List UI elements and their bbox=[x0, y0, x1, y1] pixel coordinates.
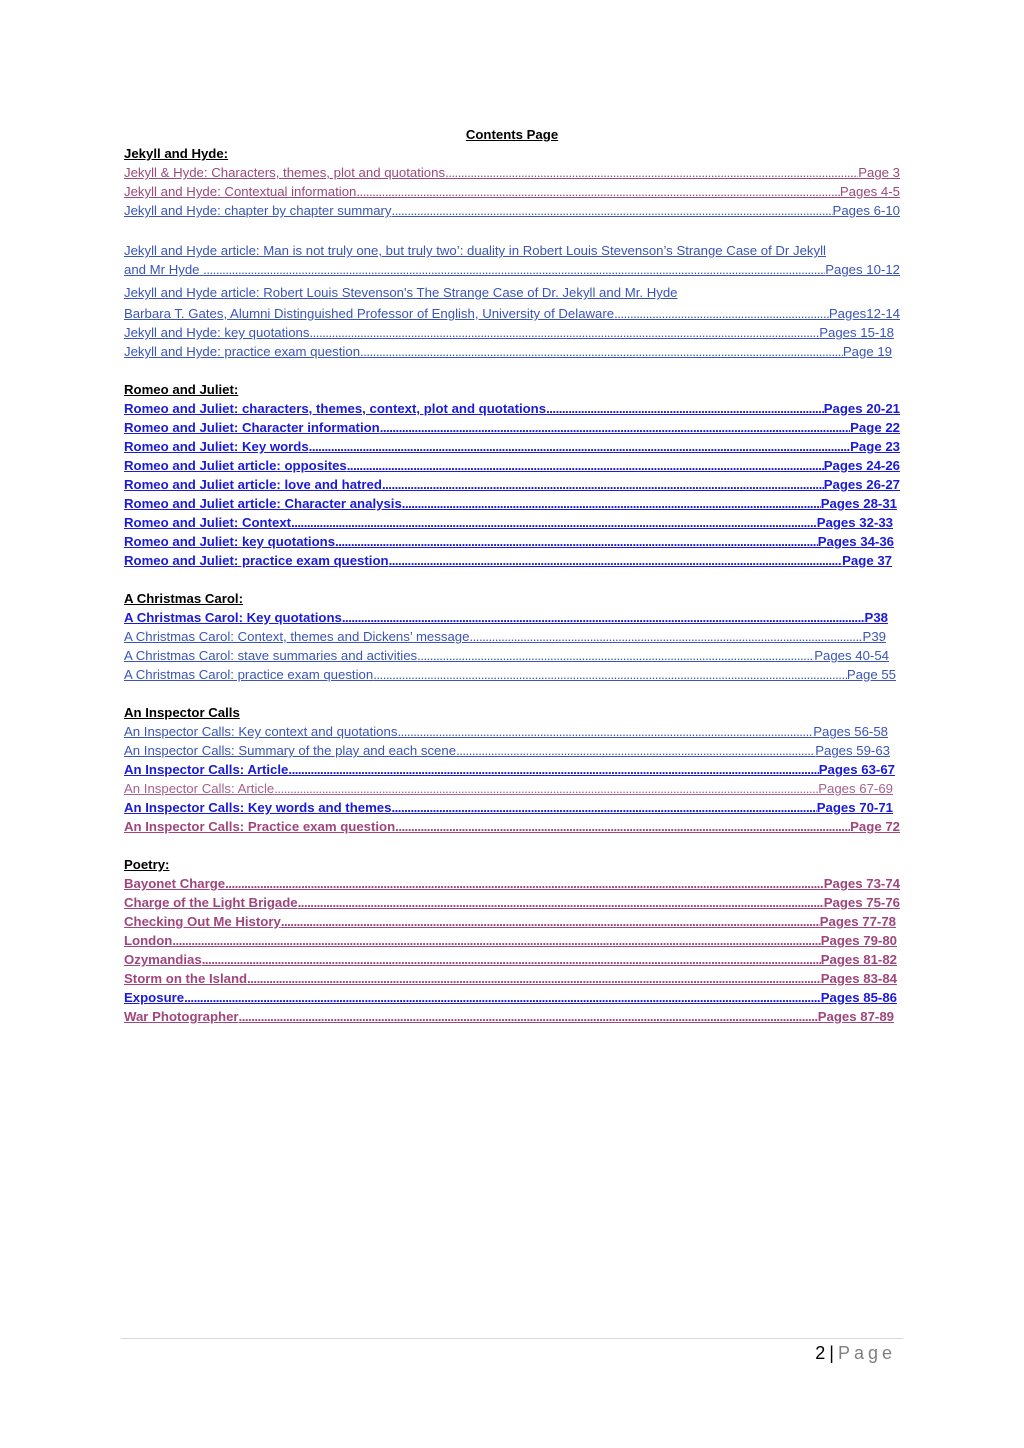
entry-label: Romeo and Juliet: characters, themes, context, plot and quotations bbox=[124, 401, 547, 416]
entry-page: Pages 77-78 bbox=[819, 914, 896, 929]
toc-entry-jekyll-3[interactable] bbox=[124, 201, 900, 220]
toc-entry-jekyll-6[interactable] bbox=[124, 304, 900, 323]
dot-leader bbox=[203, 260, 825, 279]
entry-label: An Inspector Calls: Article bbox=[124, 762, 289, 777]
dot-leader bbox=[380, 418, 850, 437]
dot-leader bbox=[391, 798, 816, 817]
toc-entry-carol-4[interactable] bbox=[124, 665, 896, 684]
entry-page: P39 bbox=[862, 629, 886, 644]
toc-entry-jekyll-8[interactable] bbox=[124, 342, 892, 361]
entry-page: Pages 40-54 bbox=[814, 648, 889, 663]
entry-label: A Christmas Carol: practice exam question bbox=[124, 667, 374, 682]
dot-leader bbox=[397, 722, 813, 741]
entry-label: A Christmas Carol: stave summaries and activities bbox=[124, 648, 418, 663]
entry-page: Pages 10-12 bbox=[825, 262, 900, 277]
entry-label: An Inspector Calls: Key context and quotations bbox=[124, 724, 398, 739]
entry-label: Romeo and Juliet article: love and hatred bbox=[124, 477, 382, 492]
page-footer bbox=[815, 1341, 896, 1365]
section-heading-carol: A Christmas Carol: bbox=[124, 591, 243, 606]
toc-entry-romeo-5[interactable] bbox=[124, 475, 900, 494]
entry-label: Checking Out Me History bbox=[124, 914, 281, 929]
entry-label: Romeo and Juliet: practice exam question bbox=[124, 553, 389, 568]
entry-page: Pages 83-84 bbox=[820, 971, 897, 986]
toc-entry-poetry-2[interactable] bbox=[124, 893, 900, 912]
toc-entry-carol-3[interactable] bbox=[124, 646, 889, 665]
entry-label: War Photographer bbox=[124, 1009, 239, 1024]
toc-entry-jekyll-2[interactable] bbox=[124, 182, 900, 201]
entry-page: Pages 20-21 bbox=[823, 401, 900, 416]
entry-label-line1: Jekyll and Hyde article: Man is not truly one, but truly two’: duality in Robert Louis Stevenson’s Strange Case of Dr Jekyll bbox=[124, 243, 826, 258]
toc-entry-romeo-8[interactable] bbox=[124, 532, 894, 551]
entry-page: Pages 32-33 bbox=[816, 515, 893, 530]
toc-entry-romeo-6[interactable] bbox=[124, 494, 897, 513]
toc-entry-inspector-2[interactable] bbox=[124, 741, 890, 760]
dot-leader bbox=[342, 608, 865, 627]
entry-page: Page 22 bbox=[850, 420, 900, 435]
toc-entry-jekyll-5[interactable]: Jekyll and Hyde article: Robert Louis Stevenson's The Strange Case of Dr. Jekyll and Mr. Hyde bbox=[124, 285, 678, 300]
entry-label: Bayonet Charge bbox=[124, 876, 226, 891]
page-title: Contents Page bbox=[465, 127, 559, 142]
dot-leader bbox=[546, 399, 824, 418]
dot-leader bbox=[356, 182, 840, 201]
entry-label: Jekyll & Hyde: Characters, themes, plot and quotations bbox=[124, 165, 446, 180]
toc-entry-romeo-4[interactable] bbox=[124, 456, 900, 475]
footer-page-word: Page bbox=[837, 1343, 896, 1363]
toc-entry-inspector-3[interactable] bbox=[124, 760, 895, 779]
entry-page: Pages 56-58 bbox=[813, 724, 888, 739]
dot-leader bbox=[239, 1007, 818, 1026]
dot-leader bbox=[373, 665, 847, 684]
dot-leader bbox=[382, 475, 824, 494]
toc-entry-poetry-5[interactable] bbox=[124, 950, 897, 969]
toc-entry-poetry-6[interactable] bbox=[124, 969, 897, 988]
dot-leader bbox=[225, 874, 824, 893]
toc-entry-romeo-3[interactable] bbox=[124, 437, 900, 456]
entry-page: Page 3 bbox=[858, 165, 900, 180]
dot-leader bbox=[247, 969, 821, 988]
entry-label: Jekyll and Hyde: Contextual information bbox=[124, 184, 357, 199]
contents-page bbox=[124, 125, 900, 1026]
entry-page: Page 72 bbox=[850, 819, 900, 834]
section-heading-jekyll: Jekyll and Hyde: bbox=[124, 146, 229, 161]
entry-label: London bbox=[124, 933, 173, 948]
toc-entry-inspector-4[interactable] bbox=[124, 779, 893, 798]
toc-entry-poetry-3[interactable] bbox=[124, 912, 896, 931]
entry-page: Pages 34-36 bbox=[817, 534, 894, 549]
entry-label: Romeo and Juliet: Key words bbox=[124, 439, 309, 454]
dot-leader bbox=[309, 437, 850, 456]
dot-leader bbox=[469, 627, 862, 646]
dot-leader bbox=[184, 988, 821, 1007]
entry-label: An Inspector Calls: Article bbox=[124, 781, 275, 796]
dot-leader bbox=[172, 931, 820, 950]
footer-separator: | bbox=[829, 1343, 834, 1363]
entry-label: A Christmas Carol: Context, themes and Dickens’ message bbox=[124, 629, 470, 644]
dot-leader bbox=[456, 741, 815, 760]
section-heading-inspector: An Inspector Calls bbox=[124, 705, 240, 720]
entry-page: Pages 26-27 bbox=[823, 477, 900, 492]
entry-label: Romeo and Juliet: Character information bbox=[124, 420, 380, 435]
entry-page: Pages 87-89 bbox=[817, 1009, 894, 1024]
entry-page: Pages 70-71 bbox=[816, 800, 893, 815]
toc-entry-romeo-7[interactable] bbox=[124, 513, 893, 532]
toc-entry-romeo-1[interactable] bbox=[124, 399, 900, 418]
dot-leader bbox=[281, 912, 820, 931]
toc-entry-poetry-4[interactable] bbox=[124, 931, 897, 950]
entry-label: Ozymandias bbox=[124, 952, 202, 967]
dot-leader bbox=[335, 532, 818, 551]
section-heading-romeo: Romeo and Juliet: bbox=[124, 382, 239, 397]
toc-entry-carol-1[interactable] bbox=[124, 608, 888, 627]
entry-page: Pages 81-82 bbox=[820, 952, 897, 967]
entry-label: A Christmas Carol: Key quotations bbox=[124, 610, 342, 625]
entry-label: Jekyll and Hyde: practice exam question bbox=[124, 344, 361, 359]
entry-page: Pages 4-5 bbox=[839, 184, 900, 199]
entry-label: Jekyll and Hyde: chapter by chapter summary bbox=[124, 203, 392, 218]
toc-entry-poetry-8[interactable] bbox=[124, 1007, 894, 1026]
section-heading-poetry: Poetry: bbox=[124, 857, 170, 872]
dot-leader bbox=[298, 893, 824, 912]
toc-entry-poetry-7[interactable] bbox=[124, 988, 897, 1007]
entry-label: Romeo and Juliet article: opposites bbox=[124, 458, 347, 473]
footer-divider bbox=[121, 1338, 903, 1339]
toc-entry-inspector-5[interactable] bbox=[124, 798, 893, 817]
entry-label: Romeo and Juliet: key quotations bbox=[124, 534, 336, 549]
dot-leader bbox=[360, 342, 843, 361]
dot-leader bbox=[347, 456, 824, 475]
dot-leader bbox=[392, 201, 833, 220]
entry-label-line2: and Mr Hyde bbox=[124, 262, 200, 277]
entry-page: Pages 85-86 bbox=[820, 990, 897, 1005]
entry-label: Romeo and Juliet article: Character analysis bbox=[124, 496, 402, 511]
entry-page: Pages12-14 bbox=[828, 306, 900, 321]
toc-entry-jekyll-7[interactable] bbox=[124, 323, 894, 342]
dot-leader bbox=[445, 163, 858, 182]
entry-page: Page 55 bbox=[846, 667, 896, 682]
toc-entry-inspector-1[interactable] bbox=[124, 722, 888, 741]
entry-page: Pages 24-26 bbox=[823, 458, 900, 473]
entry-page: Pages 79-80 bbox=[820, 933, 897, 948]
toc-entry-romeo-2[interactable] bbox=[124, 418, 900, 437]
entry-page: Page 37 bbox=[842, 553, 892, 568]
toc-entry-jekyll-4[interactable] bbox=[124, 241, 900, 279]
entry-label: Barbara T. Gates, Alumni Distinguished Professor of English, University of Delaware bbox=[124, 306, 615, 321]
dot-leader bbox=[395, 817, 850, 836]
entry-page: Pages 59-63 bbox=[815, 743, 890, 758]
entry-page: Pages 28-31 bbox=[820, 496, 897, 511]
toc-entry-inspector-6[interactable] bbox=[124, 817, 900, 836]
dot-leader bbox=[614, 304, 829, 323]
dot-leader bbox=[417, 646, 814, 665]
toc-entry-romeo-9[interactable] bbox=[124, 551, 892, 570]
toc-entry-carol-2[interactable] bbox=[124, 627, 886, 646]
entry-label: An Inspector Calls: Practice exam question bbox=[124, 819, 396, 834]
entry-page: Page 19 bbox=[842, 344, 892, 359]
dot-leader bbox=[291, 513, 817, 532]
entry-page: Pages 67-69 bbox=[818, 781, 893, 796]
entry-page: Pages 75-76 bbox=[823, 895, 900, 910]
entry-label: Exposure bbox=[124, 990, 185, 1005]
entry-label: An Inspector Calls: Summary of the play and each scene bbox=[124, 743, 457, 758]
dot-leader bbox=[274, 779, 818, 798]
entry-label: Charge of the Light Brigade bbox=[124, 895, 298, 910]
dot-leader bbox=[402, 494, 821, 513]
toc-entry-poetry-1[interactable] bbox=[124, 874, 900, 893]
dot-leader bbox=[389, 551, 843, 570]
page-number: 2 bbox=[815, 1343, 826, 1363]
entry-page: Page 23 bbox=[850, 439, 900, 454]
dot-leader bbox=[309, 323, 819, 342]
entry-page: Pages 6-10 bbox=[832, 203, 900, 218]
entry-label: Jekyll and Hyde: key quotations bbox=[124, 325, 310, 340]
entry-label: Romeo and Juliet: Context bbox=[124, 515, 292, 530]
entry-page: P38 bbox=[864, 610, 888, 625]
entry-page: Pages 15-18 bbox=[819, 325, 894, 340]
entry-label: Storm on the Island bbox=[124, 971, 248, 986]
dot-leader bbox=[202, 950, 821, 969]
entry-page: Pages 73-74 bbox=[823, 876, 900, 891]
dot-leader bbox=[288, 760, 818, 779]
entry-page: Pages 63-67 bbox=[818, 762, 895, 777]
entry-label: An Inspector Calls: Key words and themes bbox=[124, 800, 392, 815]
toc-entry-jekyll-1[interactable] bbox=[124, 163, 900, 182]
